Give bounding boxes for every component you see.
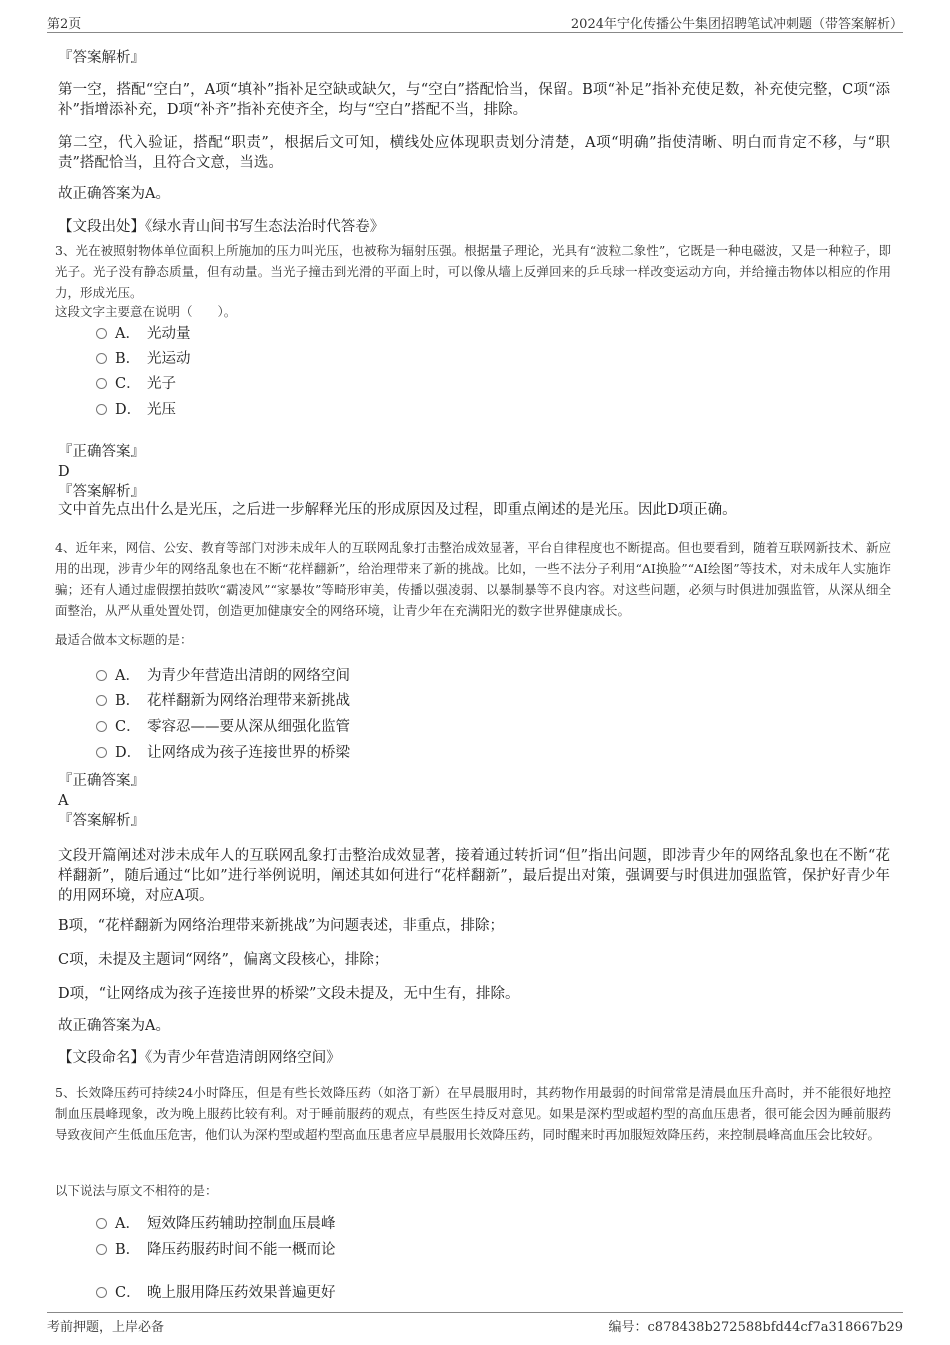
q3-stem: 3、光在被照射物体单位面积上所施加的压力叫光压，也被称为辐射压强。根据量子理论，光具有“波粒二象性”，它既是一种电磁波，又是一种粒子，即光子。光子没有静态质量，但有动量。当光子撞击到光滑的平面上时，可以像从墙上反弹回来的乒乓球一样改变运动方向，并给撞击物体以相应的作用力，形成光压。 bbox=[55, 243, 891, 300]
document-title: 2024年宁化传播公牛集团招聘笔试冲刺题（带答案解析） bbox=[570, 17, 903, 32]
q5-option-c[interactable]: C． 晚上服用降压药效果普遍更好 bbox=[96, 1281, 336, 1305]
q4-option-b[interactable]: B． 花样翻新为网络治理带来新挑战 bbox=[96, 689, 350, 713]
q2-conclusion: 故正确答案为A。 bbox=[58, 186, 170, 202]
q3-option-b[interactable]: B． 光运动 bbox=[96, 347, 191, 371]
q2-analysis-label: 『答案解析』 bbox=[58, 50, 145, 66]
q2-analysis-p1: 第一空，搭配“空白”，A项“填补”指补足空缺或缺欠，与“空白”搭配恰当，保留。B项“补足”指补充使足数，补充使完整，C项“添补”指增添补充，D项“补齐”指补充使齐全，均与“空白”搭配不当，排除。 bbox=[58, 82, 890, 118]
radio-icon[interactable] bbox=[96, 353, 107, 364]
q5-option-b[interactable]: B． 降压药服药时间不能一概而论 bbox=[96, 1238, 336, 1262]
q4-analysis-p3: C项，未提及主题词“网络”，偏离文段核心，排除； bbox=[58, 952, 389, 968]
radio-icon[interactable] bbox=[96, 1287, 107, 1298]
q3-analysis-label: 『答案解析』 bbox=[58, 484, 145, 500]
q4-answer: A bbox=[58, 793, 69, 809]
q4-question: 最适合做本文标题的是： bbox=[55, 632, 193, 647]
q2-source: 【文段出处】《绿水青山间书写生态法治时代答卷》 bbox=[58, 219, 385, 235]
q4-option-c[interactable]: C． 零容忍——要从深从细强化监管 bbox=[96, 715, 350, 739]
q4-analysis-p4: D项，“让网络成为孩子连接世界的桥梁”文段未提及，无中生有，排除。 bbox=[58, 986, 520, 1002]
q5-question: 以下说法与原文不相符的是： bbox=[55, 1183, 218, 1198]
q3-answer-label: 『正确答案』 bbox=[58, 444, 145, 460]
q4-conclusion: 故正确答案为A。 bbox=[58, 1018, 170, 1034]
radio-icon[interactable] bbox=[96, 1244, 107, 1255]
q4-analysis-label: 『答案解析』 bbox=[58, 813, 145, 829]
q5-stem: 5、长效降压药可持续24小时降压，但是有些长效降压药（如洛丁新）在早晨服用时，其药物作用最弱的时间常常是清晨血压升高时，并不能很好地控制血压晨峰现象，改为晚上服药比较有利。对于睡前服药的观点，有些医生持反对意见。如果是深杓型或超杓型的高血压患者，很可能会因为睡前服药导致夜间产生低血压危害，他们认为深杓型或超杓型高血压患者应早晨服用长效降压药，同时醒来时再加服短效降压药，来控制晨峰高血压会比较好。 bbox=[55, 1085, 891, 1142]
q4-option-a[interactable]: A． 为青少年营造出清朗的网络空间 bbox=[96, 664, 350, 688]
q3-option-c[interactable]: C． 光子 bbox=[96, 372, 176, 396]
page-footer bbox=[47, 1312, 903, 1335]
footer-slogan: 考前押题，上岸必备 bbox=[47, 1320, 165, 1335]
q3-answer: D bbox=[58, 464, 70, 480]
q4-analysis-p1: 文段开篇阐述对涉未成年人的互联网乱象打击整治成效显著，接着通过转折词“但”指出问题，即涉青少年的网络乱象也在不断“花样翻新”，随后通过“比如”进行举例说明，阐述其如何进行“花样翻新”，最后提出对策，强调要与时俱进加强监管，保护好青少年的用网环境，对应A项。 bbox=[58, 848, 890, 904]
q3-option-a[interactable]: A． 光动量 bbox=[96, 322, 191, 346]
q3-analysis: 文中首先点出什么是光压，之后进一步解释光压的形成原因及过程，即重点阐述的是光压。因此D项正确。 bbox=[58, 502, 737, 518]
q4-answer-label: 『正确答案』 bbox=[58, 773, 145, 789]
radio-icon[interactable] bbox=[96, 404, 107, 415]
radio-icon[interactable] bbox=[96, 328, 107, 339]
document-code: 编号：c878438b272588bfd44cf7a318667b29 bbox=[608, 1320, 903, 1335]
radio-icon[interactable] bbox=[96, 721, 107, 732]
q3-question: 这段文字主要意在说明（ ）。 bbox=[55, 304, 237, 319]
radio-icon[interactable] bbox=[96, 378, 107, 389]
q4-analysis-p2: B项，“花样翻新为网络治理带来新挑战”为问题表述，非重点，排除； bbox=[58, 918, 504, 934]
page-number: 第2页 bbox=[47, 17, 82, 32]
radio-icon[interactable] bbox=[96, 695, 107, 706]
radio-icon[interactable] bbox=[96, 747, 107, 758]
q5-option-a[interactable]: A． 短效降压药辅助控制血压晨峰 bbox=[96, 1212, 336, 1236]
q4-naming: 【文段命名】《为青少年营造清朗网络空间》 bbox=[58, 1050, 341, 1066]
q3-option-d[interactable]: D． 光压 bbox=[96, 398, 176, 422]
q4-stem: 4、近年来，网信、公安、教育等部门对涉未成年人的互联网乱象打击整治成效显著，平台自律程度也不断提高。但也要看到，随着互联网新技术、新应用的出现，涉青少年的网络乱象也在不断“花样翻新”，给治理带来了新的挑战。比如，一些不法分子利用“AI换脸”“AI绘图”等技术，对未成年人实施诈骗；还有人通过虚假摆拍鼓吹“霸凌风”“家暴妆”等畸形审美，传播以强凌弱、以暴制暴等不良内容。对这些问题，必须与时俱进加强监管，从深从细全面整治，从严从重处置处罚，创造更加健康安全的网络环境，让青少年在充满阳光的数字世界健康成长。 bbox=[55, 540, 891, 618]
page-header bbox=[47, 12, 903, 33]
q4-option-d[interactable]: D． 让网络成为孩子连接世界的桥梁 bbox=[96, 741, 350, 765]
radio-icon[interactable] bbox=[96, 670, 107, 681]
q2-analysis-p2: 第二空，代入验证，搭配“职责”，根据后文可知，横线处应体现职责划分清楚，A项“明确”指使清晰、明白而肯定不移，与“职责”搭配恰当，且符合文意，当选。 bbox=[58, 135, 890, 171]
radio-icon[interactable] bbox=[96, 1218, 107, 1229]
